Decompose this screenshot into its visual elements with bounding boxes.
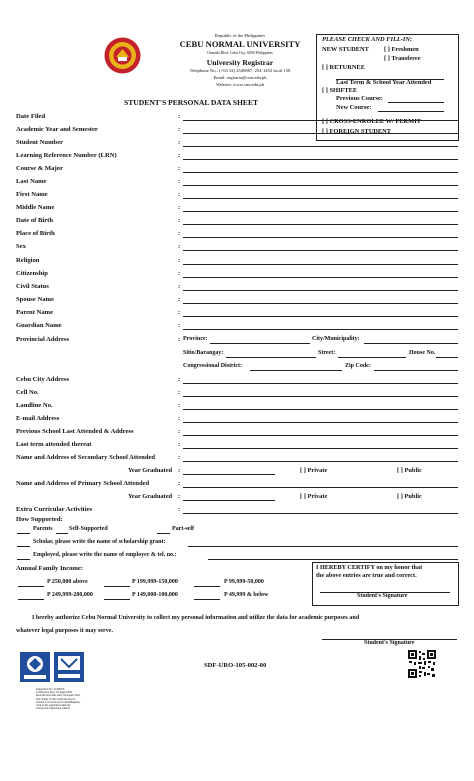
primary-public-checkbox[interactable]: [ ] Public xyxy=(397,493,422,500)
spouse-name-input-line[interactable] xyxy=(183,303,458,304)
provincial-address-label: Provincial Address xyxy=(16,336,70,343)
street-label: Street: xyxy=(318,350,336,356)
part-self-option: Part-self xyxy=(172,526,194,532)
student-number-colon: : xyxy=(178,139,181,146)
authorize-signature-label: Student's Signature xyxy=(364,640,415,646)
place-of-birth-label: Place of Birth xyxy=(16,230,55,237)
last-term-attended-thereat-label: Last term attended thereat xyxy=(16,441,92,448)
telephone: Telephone No.: (+63 32) 2540807, 254-1452 local 158 xyxy=(189,68,291,73)
part-self-blank[interactable] xyxy=(157,533,170,534)
primary-school-line[interactable] xyxy=(183,487,458,488)
district-label: Congressional District: xyxy=(183,363,243,369)
authorize-text-1: I hereby authorize Cebu Normal University to collect my personal information and utilize the data for academic purposes and xyxy=(32,615,360,621)
parents-option: Parents xyxy=(33,526,53,532)
self-supported-blank[interactable] xyxy=(56,533,68,534)
new-course-label: New Course: xyxy=(336,104,372,111)
parent-name-colon: : xyxy=(178,309,181,316)
religion-label: Religion xyxy=(16,257,40,264)
guardian-name-input-line[interactable] xyxy=(183,329,458,330)
course-major-input-line[interactable] xyxy=(183,172,458,173)
certify-text-2: the above entries are true and correct. xyxy=(316,572,417,579)
spouse-name-label: Spouse Name xyxy=(16,296,54,303)
sex-label: Sex xyxy=(16,243,26,250)
authorize-text-2: whatever legal purposes it may serve. xyxy=(16,628,114,634)
primary-private-checkbox[interactable]: [ ] Private xyxy=(300,493,328,500)
certification-detail-line: Recertification Due Date: 04 August 2024 xyxy=(36,694,80,698)
previous-school-last-attended-address-input-line[interactable] xyxy=(183,435,458,436)
citizenship-label: Citizenship xyxy=(16,270,48,277)
date-filed-label: Date Filed xyxy=(16,113,46,120)
previous-school-last-attended-address-colon: : xyxy=(178,428,181,435)
extra-curricular-label: Extra Curricular Activities xyxy=(16,506,93,513)
form-title: STUDENT'S PERSONAL DATA SHEET xyxy=(124,98,259,107)
learning-reference-number-lrn-colon: : xyxy=(178,152,181,159)
website: Website: www.cnu.edu.ph xyxy=(215,82,265,87)
last-name-label: Last Name xyxy=(16,178,47,185)
date-of-birth-input-line[interactable] xyxy=(183,224,458,225)
extra-curricular-line[interactable] xyxy=(183,513,458,514)
guardian-name-label: Guardian Name xyxy=(16,322,62,329)
civil-status-label: Civil Status xyxy=(16,283,49,290)
last-name-colon: : xyxy=(178,178,181,185)
provincial-address-colon: : xyxy=(178,336,181,343)
email: Email: registrar@cnu.edu.ph xyxy=(213,75,267,80)
primary-year-graduated-label: Year Graduated xyxy=(128,493,173,500)
first-name-colon: : xyxy=(178,191,181,198)
transferee-checkbox[interactable]: [ ] Transferee xyxy=(384,55,421,62)
employed-blank[interactable] xyxy=(17,559,30,560)
certification-detail-line: Certification Date: 04 August 2021 xyxy=(36,691,73,695)
spouse-name-colon: : xyxy=(178,296,181,303)
zip-label: Zip Code: xyxy=(345,363,371,369)
university-seal-logo xyxy=(104,37,141,74)
district-line[interactable] xyxy=(250,370,342,371)
cell-no-label: Cell No. xyxy=(16,389,39,396)
employer-line[interactable] xyxy=(208,559,458,560)
sex-colon: : xyxy=(178,243,181,250)
extra-curricular-colon: : xyxy=(178,506,181,513)
university-name: CEBU NORMAL UNIVERSITY xyxy=(179,39,301,49)
income-blank-2[interactable] xyxy=(104,586,130,587)
last-term-line[interactable] xyxy=(336,79,444,80)
scholarship-grant-line[interactable] xyxy=(188,546,458,547)
place-of-birth-input-line[interactable] xyxy=(183,237,458,238)
certification-detail-line: verified at www.tuv-nord.com/philippines; xyxy=(36,700,81,704)
qr-code xyxy=(408,650,436,678)
certification-badges xyxy=(18,650,86,686)
student-number-label: Student Number xyxy=(16,139,64,146)
income-blank-6[interactable] xyxy=(194,599,220,600)
street-line[interactable] xyxy=(338,357,406,358)
academic-year-and-semester-colon: : xyxy=(178,126,181,133)
e-mail-address-label: E-mail Address xyxy=(16,415,60,422)
certify-text-1: I HEREBY CERTIFY on my honor that xyxy=(316,564,423,571)
date-of-birth-colon: : xyxy=(178,217,181,224)
new-student-label: NEW STUDENT xyxy=(322,46,369,53)
guardian-name-colon: : xyxy=(178,322,181,329)
last-name-input-line[interactable] xyxy=(183,185,458,186)
middle-name-input-line[interactable] xyxy=(183,211,458,212)
last-term-attended-thereat-input-line[interactable] xyxy=(183,448,458,449)
secondary-year-colon: : xyxy=(178,467,181,474)
date-filed-input-line[interactable] xyxy=(183,120,458,121)
certification-details xyxy=(36,688,96,710)
student-number-input-line[interactable] xyxy=(183,146,458,147)
zip-line[interactable] xyxy=(374,370,458,371)
scholar-blank[interactable] xyxy=(17,546,30,547)
form-code: SDF-URO-105-002-00 xyxy=(204,662,267,669)
house-no-label: House No. xyxy=(409,350,436,356)
last-term-label: Last Term & School Year Attended xyxy=(336,79,432,86)
learning-reference-number-lrn-input-line[interactable] xyxy=(183,159,458,160)
landline-no-input-line[interactable] xyxy=(183,409,458,410)
sex-input-line[interactable] xyxy=(183,250,458,251)
income-option-2: P 199,999-150,000 xyxy=(132,579,178,585)
city-line[interactable] xyxy=(364,343,458,344)
e-mail-address-colon: : xyxy=(178,415,181,422)
republic-text: Republic of the Philippines xyxy=(214,33,266,38)
academic-year-and-semester-label: Academic Year and Semester xyxy=(16,126,98,133)
primary-school-label: Name and Address of Primary School Attended xyxy=(16,480,150,487)
middle-name-label: Middle Name xyxy=(16,204,55,211)
first-name-input-line[interactable] xyxy=(183,198,458,199)
cross-enrolee-checkbox[interactable]: [ ] CROSS-ENROLEE W/ PERMIT xyxy=(322,118,421,125)
how-supported-label: How Supported: xyxy=(16,516,63,523)
academic-year-and-semester-input-line[interactable] xyxy=(183,133,458,134)
cell-no-colon: : xyxy=(178,389,181,396)
office-name: University Registrar xyxy=(206,58,274,67)
secondary-private-checkbox[interactable]: [ ] Private xyxy=(300,467,328,474)
returnee-checkbox[interactable]: [ ] RETURNEE xyxy=(322,64,365,71)
name-and-address-of-secondary-school-attended-label: Name and Address of Secondary School Attended xyxy=(16,454,156,461)
landline-no-colon: : xyxy=(178,402,181,409)
name-and-address-of-secondary-school-attended-colon: : xyxy=(178,454,181,461)
e-mail-address-input-line[interactable] xyxy=(183,422,458,423)
house-no-line[interactable] xyxy=(436,357,458,358)
employed-option: Employed, please write the name of employer & tel. no.: xyxy=(33,552,177,558)
sitio-label: Sitio/Barangay: xyxy=(183,350,224,356)
income-option-6: P 49,999 & below xyxy=(224,592,269,598)
certification-detail-line: Registration No: 44100976 xyxy=(36,688,65,691)
religion-colon: : xyxy=(178,257,181,264)
certify-signature-label: Student's Signature xyxy=(357,593,408,599)
income-option-1: P 250,000 above xyxy=(47,579,88,585)
foreign-student-checkbox[interactable]: [ ] FOREIGN STUDENT xyxy=(322,128,392,135)
place-of-birth-colon: : xyxy=(178,230,181,237)
course-major-colon: : xyxy=(178,165,181,172)
primary-year-line[interactable] xyxy=(183,500,275,501)
certification-detail-line: and type the registration number. xyxy=(36,707,71,711)
primary-school-colon: : xyxy=(178,480,181,487)
scholar-option: Scholar, please write the name of scholarship grant: xyxy=(33,539,166,545)
income-option-5: P 149,000-100,000 xyxy=(132,592,178,598)
income-blank-5[interactable] xyxy=(104,599,130,600)
primary-year-colon: : xyxy=(178,493,181,500)
university-address: Osmeña Blvd. Cebu City, 6000 Philippines xyxy=(207,51,273,55)
province-label: Province: xyxy=(183,336,208,342)
course-major-label: Course & Major xyxy=(16,165,63,172)
income-blank-3[interactable] xyxy=(194,586,220,587)
new-course-line[interactable] xyxy=(378,111,444,112)
self-supported-option: Self-Supported xyxy=(69,526,108,532)
cell-no-input-line[interactable] xyxy=(183,396,458,397)
learning-reference-number-lrn-label: Learning Reference Number (LRN) xyxy=(16,152,117,159)
name-and-address-of-secondary-school-attended-input-line[interactable] xyxy=(183,461,458,462)
certification-detail-line: The validity of this certificate may be xyxy=(36,697,76,701)
income-blank-4[interactable] xyxy=(18,599,44,600)
middle-name-colon: : xyxy=(178,204,181,211)
panel-title: PLEASE CHECK AND FILL-IN: xyxy=(322,36,413,43)
certification-detail-line: click on the registration authority xyxy=(36,704,71,708)
secondary-year-line[interactable] xyxy=(183,474,275,475)
previous-course-label: Previous Course: xyxy=(336,95,383,102)
date-of-birth-label: Date of Birth xyxy=(16,217,53,224)
date-filed-colon: : xyxy=(178,113,181,120)
civil-status-colon: : xyxy=(178,283,181,290)
province-line[interactable] xyxy=(210,343,310,344)
cebu-city-address-input-line[interactable] xyxy=(183,383,458,384)
parent-name-input-line[interactable] xyxy=(183,316,458,317)
last-term-attended-thereat-colon: : xyxy=(178,441,181,448)
freshmen-checkbox[interactable]: [ ] Freshmen xyxy=(384,46,419,53)
income-blank-1[interactable] xyxy=(18,586,44,587)
parents-blank[interactable] xyxy=(17,533,30,534)
shiftee-checkbox[interactable]: [ ] SHIFTEE xyxy=(322,87,358,94)
cebu-city-address-label: Cebu City Address xyxy=(16,376,70,383)
previous-school-last-attended-address-label: Previous School Last Attended & Address xyxy=(16,428,134,435)
secondary-year-graduated-label: Year Graduated xyxy=(128,467,173,474)
previous-course-line[interactable] xyxy=(388,102,444,103)
city-label: City/Municipality: xyxy=(312,336,360,342)
citizenship-colon: : xyxy=(178,270,181,277)
first-name-label: First Name xyxy=(16,191,48,198)
citizenship-input-line[interactable] xyxy=(183,277,458,278)
income-option-3: P 99,999-50,000 xyxy=(224,579,264,585)
income-option-4: P 249,999-200,000 xyxy=(47,592,93,598)
parent-name-label: Parent Name xyxy=(16,309,54,316)
religion-input-line[interactable] xyxy=(183,264,458,265)
civil-status-input-line[interactable] xyxy=(183,290,458,291)
secondary-public-checkbox[interactable]: [ ] Public xyxy=(397,467,422,474)
sitio-line[interactable] xyxy=(226,357,316,358)
annual-income-label: Annual Family Income: xyxy=(16,565,84,572)
landline-no-label: Landline No. xyxy=(16,402,53,409)
cebu-city-address-colon: : xyxy=(178,376,181,383)
